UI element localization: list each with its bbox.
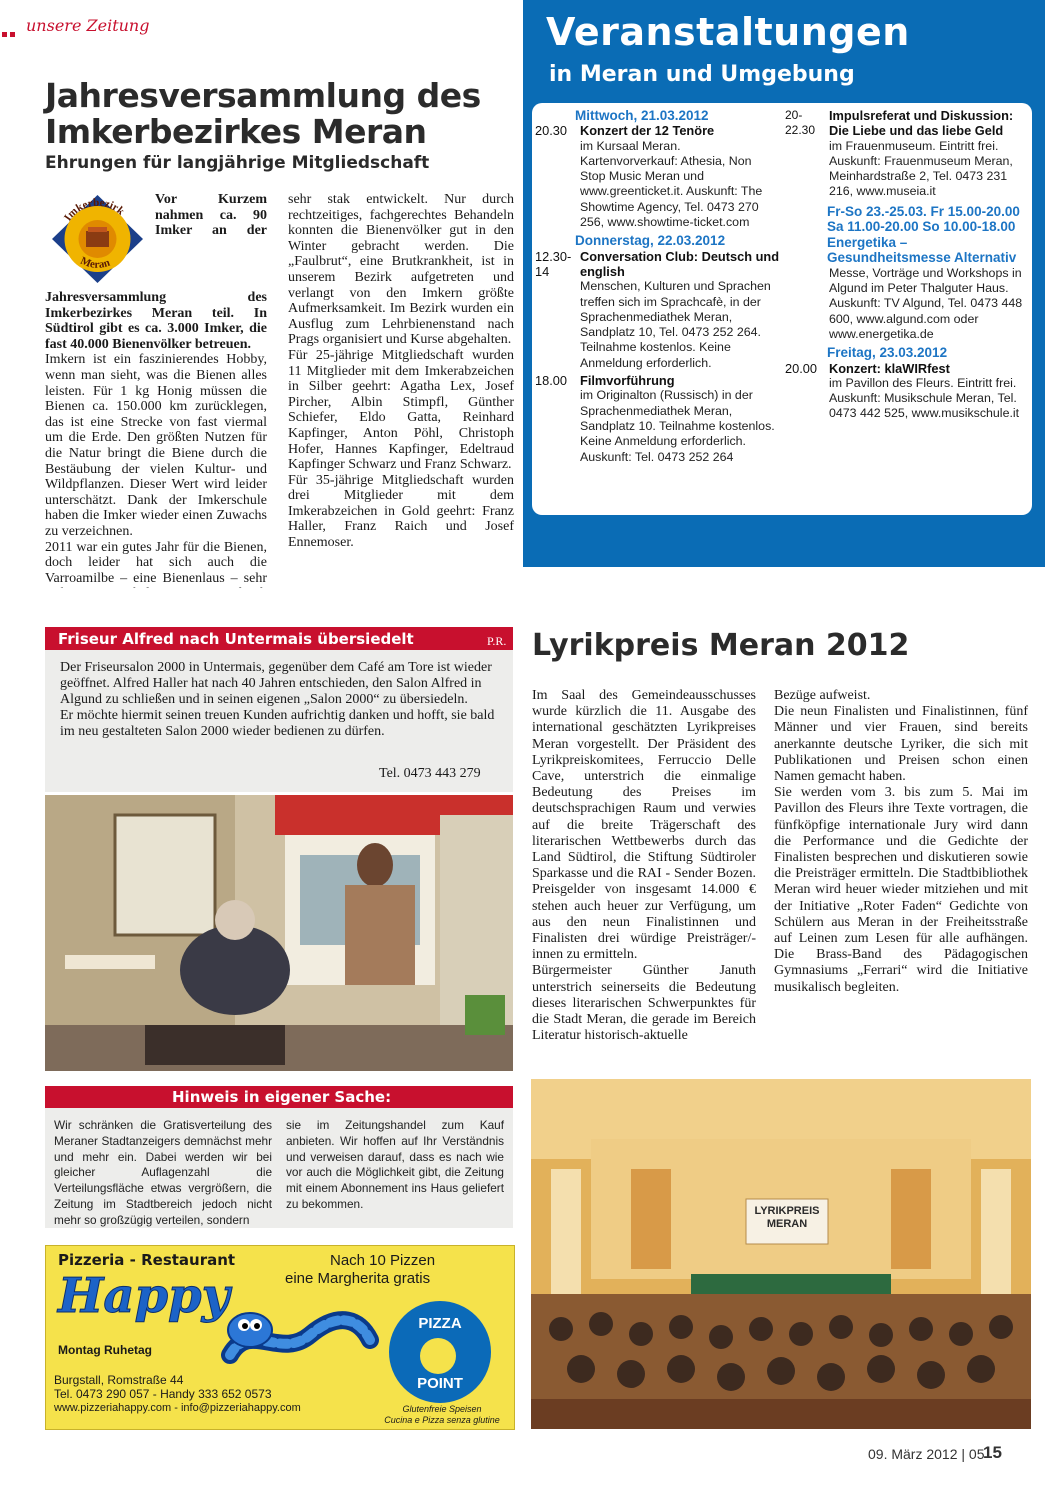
event-heading: Konzert: klaWIRfest [829, 360, 950, 376]
event-heading: Conversation Club: Deutsch und english [580, 248, 780, 279]
page-number: 15 [983, 1443, 1002, 1462]
article-subtitle: Ehrungen für langjährige Mitgliedschaft [45, 153, 430, 173]
event-time: 20.30 [535, 123, 568, 139]
article-column-2 [288, 192, 514, 551]
badge-small-1: Glutenfreie Speisen [402, 1404, 482, 1414]
banner-line-1: LYRIKPREIS [754, 1205, 820, 1217]
snake-icon [220, 1300, 380, 1370]
badge-bottom-text: POINT [417, 1375, 463, 1392]
event-item [535, 249, 780, 371]
article-paragraph: Für 35-jährige Mitgliedschaft wurden drei Mitglieder mit dem Imkerabzeichen in Gold geehrt: Franz Haller, Franz Raich und Josef Ennemoser. [288, 472, 514, 551]
pizza-point-badge [370, 1292, 510, 1426]
event-text: im Kursaal Meran. Kartenvorverkauf: Athesia, Non Stop Music Meran und www.greenticket.it. Auskunft: The Showtime Agency, Tel. 0473 270 256, www.showtime-ticket.com [580, 138, 763, 230]
friseur-text [60, 660, 500, 740]
badge-small-2: Cucina e Pizza senza glutine [384, 1415, 500, 1425]
lyrik-paragraph: Bezüge aufweist. [774, 688, 871, 703]
ad-address: Burgstall, Romstraße 44 [54, 1373, 184, 1387]
ad-brand-name: Happy [58, 1268, 230, 1324]
logo-text-top: Imkerbezirk [61, 196, 127, 224]
event-heading: Impulsreferat und Diskussion: Die Liebe und das liebe Geld [829, 108, 1014, 139]
friseur-title: Friseur Alfred nach Untermais übersiedelt [58, 630, 414, 648]
event-time: 12.30-14 [535, 248, 572, 279]
banner-line-2: MERAN [766, 1218, 808, 1230]
friseur-paragraph: Er möchte hiermit seinen treuen Kunden aufrichtig danken und hofft, sie bald im neu gestalteten Salon 2000 wieder bedienen zu dürfen. [60, 708, 495, 739]
event-item [535, 123, 780, 230]
event-date: Mittwoch, 21.03.2012 [575, 108, 709, 123]
ad-phone: Tel. 0473 290 057 - Handy 333 652 0573 [54, 1387, 272, 1401]
notice-title: Hinweis in eigener Sache: [172, 1088, 392, 1106]
pr-tag: P.R. [487, 634, 507, 648]
ad-promo-line-2: eine Margherita gratis [285, 1270, 431, 1287]
lyrik-paragraph: Die neun Finalisten und Finalistinnen, fünf Männer und vier Frauen, sind bereits anerkannte deutsche Lyriker, die sich mit Publikationen und Preisen schon einen Namen gemacht haben. [774, 704, 1028, 785]
ad-closed-day: Montag Ruhetag [58, 1343, 152, 1357]
salon-photo [45, 795, 513, 1071]
event-heading: Konzert der 12 Tenöre [580, 123, 715, 139]
lyrik-column-2 [774, 688, 1028, 996]
event-text: Menschen, Kulturen und Sprachen treffen sich im Sprachcafè, in der Sprachenmediathek Meran, Sandplatz 10, Tel. 0473 252 264. Teilnahme kostenlos. Keine Anmeldung erforderlich. [580, 279, 771, 370]
lyrik-title: Lyrikpreis Meran 2012 [532, 628, 910, 663]
event-date: Freitag, 23.03.2012 [827, 345, 948, 361]
badge-top-text: PIZZA [418, 1315, 462, 1332]
beekeeper-logo [48, 193, 147, 285]
publication-brand: unsere Zeitung [26, 16, 150, 35]
friseur-paragraph: Der Friseursalon 2000 in Untermais, gegenüber dem Café am Tore ist wieder geöffnet. Alfred Haller hat nach 40 Jahren entschieden, den Salon Alfred in Algund zu schließen und in seinen eigenen „Salon 2000“ zu übersiedeln. [60, 660, 492, 707]
events-subtitle: in Meran und Umgebung [549, 62, 855, 87]
article-paragraph: Für 25-jährige Mitgliedschaft wurden 11 Mitglieder mit dem Imkerabzeichen in Silber geehrt: Agatha Lex, Josef Pircher, Albin Stimpfl, Günther Schiefer, Eldo Gatta, Reinhard Kapfinger, Anton Pöhl, Christoph Hofer, Hannes Kapfinger, Edeltraud Kapfinger Schwarz und Franz Schwarz. [288, 347, 514, 473]
article-paragraph: 2011 war ein gutes Jahr für die Bienen, doch leider hat sich auch die Varroamilbe – eine Bienenlaus – sehr [45, 539, 267, 586]
article-lead: Vor Kurzem nahmen ca. 90 Imker an der Jahresversammlung des Imkerbezirkes Meran teil. In Südtirol gibt es ca. 3.000 Imker, die fast 40.000 Bienenvölker betreuen. [45, 192, 267, 352]
event-item [785, 108, 1028, 200]
event-date: Donnerstag, 22.03.2012 [575, 233, 726, 249]
notice-column-2: sie im Zeitungshandel zum Kauf anbieten. Wir hoffen auf Ihr Verständnis und verweisen darauf, dass es nach wie vor auch die Möglichkeit gibt, die Zeitung mit einem Abonnement ins Haus geliefert zu bekommen. [286, 1118, 504, 1211]
event-time: 20.00 [785, 360, 818, 376]
event-heading: Filmvorführung [580, 373, 675, 389]
brand-marks [2, 24, 18, 29]
ad-contact [54, 1373, 314, 1415]
event-text: im Originalton (Russisch) in der Sprachenmediathek Meran, Sandplatz 10. Teilnahme kostenlos. Keine Anmeldung erforderlich. Auskunft: Tel. 0473 252 264 [580, 388, 775, 464]
ad-promo-line-1: Nach 10 Pizzen [330, 1252, 436, 1269]
lyrik-column-1 [532, 688, 756, 1044]
footer-date: 09. März 2012 | 05 [868, 1446, 985, 1462]
event-date: Fr-So 23.-25.03. Fr 15.00-20.00 Sa 11.00-20.00 So 10.00-18.00 Energetika – Gesundheitsmesse Alternativ [827, 203, 1020, 266]
event-text: im Frauenmuseum. Eintritt frei. Auskunft: Frauenmuseum Meran, Meinhardstraße 2, Tel. 0473 231 216, www.museia.it [829, 138, 1013, 199]
event-text: Messe, Vorträge und Workshops in Algund im Peter Thalguter Haus. Auskunft: TV Algund, Tel. 0473 448 600, www.algund.com oder www.energetika.de [829, 265, 1023, 341]
logo-text-bottom: Meran [78, 254, 112, 271]
friseur-phone: Tel. 0473 443 279 [379, 766, 481, 781]
event-time: 18.00 [535, 373, 568, 389]
events-column-left [535, 108, 780, 465]
events-title: Veranstaltungen [546, 10, 910, 54]
event-time: 20-22.30 [785, 108, 816, 138]
article-title: Jahresversammlung des Imkerbezirkes Meran [45, 76, 481, 151]
lyrikpreis-photo [531, 1079, 1031, 1429]
lyrik-paragraph: Sie werden vom 3. bis zum 5. Mai im Pavillon des Fleurs ihre Texte vortragen, die fünfköpfige internationale Jury wird dann die Performance und die Gedichte der Finalisten besprechen und diskutieren sowie die Preisträger ermitteln. Die Stadtbibliothek Meran wird heuer wieder mitziehen und mit der Initiative „Roter Faden“ Gedichte von Schülern aus Meran in der Freiheitsstraße auf Leinen zum Lesen für alle aufhängen. Die Brass-Band des Pädagogischen Gymnasiums „Ferrari“ wird die Initiative musikalisch begleiten. [774, 785, 1028, 995]
lyrik-paragraph: Bürgermeister Günther Januth unterstrich seinerseits die Bedeutung dieses literarischen Schwerpunktes für die Stadt Meran, die gerade im Bereich Literatur historisch-aktuelle [532, 963, 756, 1044]
notice-column-1: Wir schränken die Gratisverteilung des Meraner Stadtanzeigers demnächst mehr und mehr ein. Dabei werden wir bei gleicher Auflagenzahl die Verteilungsfläche etwas vergrößern, die Zeitung im Stadtbereich jedoch nicht mehr so großzügig verteilen, sondern [54, 1118, 272, 1227]
article-paragraph: Imkern ist ein faszinierendes Hobby, wenn man sieht, was die Bienen alles leisten. Für 1 kg Honig müssen die Bienen ca. 150.000 km zurücklegen, das ist eine Strecke von fast viermal um die Erde. Den größten Nutzen für die Natur bringt die Biene durch die Bestäubung der vielen Kultur- und Wildpflanzen. Dieser Wert wird leider unterschätzt. Dank der Imkerschule haben die Imker wieder einen Zuwachs zu verzeichnen. [45, 352, 267, 539]
lyrik-paragraph: Im Saal des Gemeindeausschusses wurde kürzlich die 11. Ausgabe des international geschätzten Lyrikpreises Meran vorgestellt. Der Präsident des Lyrikpreiskomitees, Ferruccio Delle Cave, unterstrich die einmalige Bedeutung des Preises im deutschsprachigen Raum und verwies auf die breite Trägerschaft des literarischen Wettbewerbs durch das Land Südtirol, die Stiftung Südtiroler Sparkasse und die RAI - Sender Bozen. Preisgelder von insgesamt 14.000 € stehen auch heuer zur Verfügung, um aus den neun Finalistinnen und Finalisten drei würdige Preisträger/-innen zu ermitteln. [532, 688, 756, 963]
article-paragraph: sehr stak entwickelt. Nur durch rechtzeitiges, fachgerechtes Behandeln konnten die Bienenvölker gut in den Winter gebracht werden. Die „Faulbrut“, eine Brutkrankheit, ist in unserem Bezirk aufgetreten und verlangt von den Imkern größte Aufmerksamkeit. Im Bezirk wurden ein Ausflug zum Lehrbienenstand nach Prags organisiert und Kurse abgehalten. [288, 192, 514, 348]
event-item [785, 361, 1028, 422]
ad-heading: Pizzeria - Restaurant [58, 1251, 236, 1269]
event-text: im Pavillon des Fleurs. Eintritt frei. Auskunft: Musikschule Meran, Tel. 0473 442 525, www.musikschule.it [829, 375, 1020, 421]
events-column-right [785, 108, 1028, 422]
ad-web: www.pizzeriahappy.com - info@pizzeriahappy.com [54, 1402, 301, 1414]
event-item [535, 373, 780, 465]
